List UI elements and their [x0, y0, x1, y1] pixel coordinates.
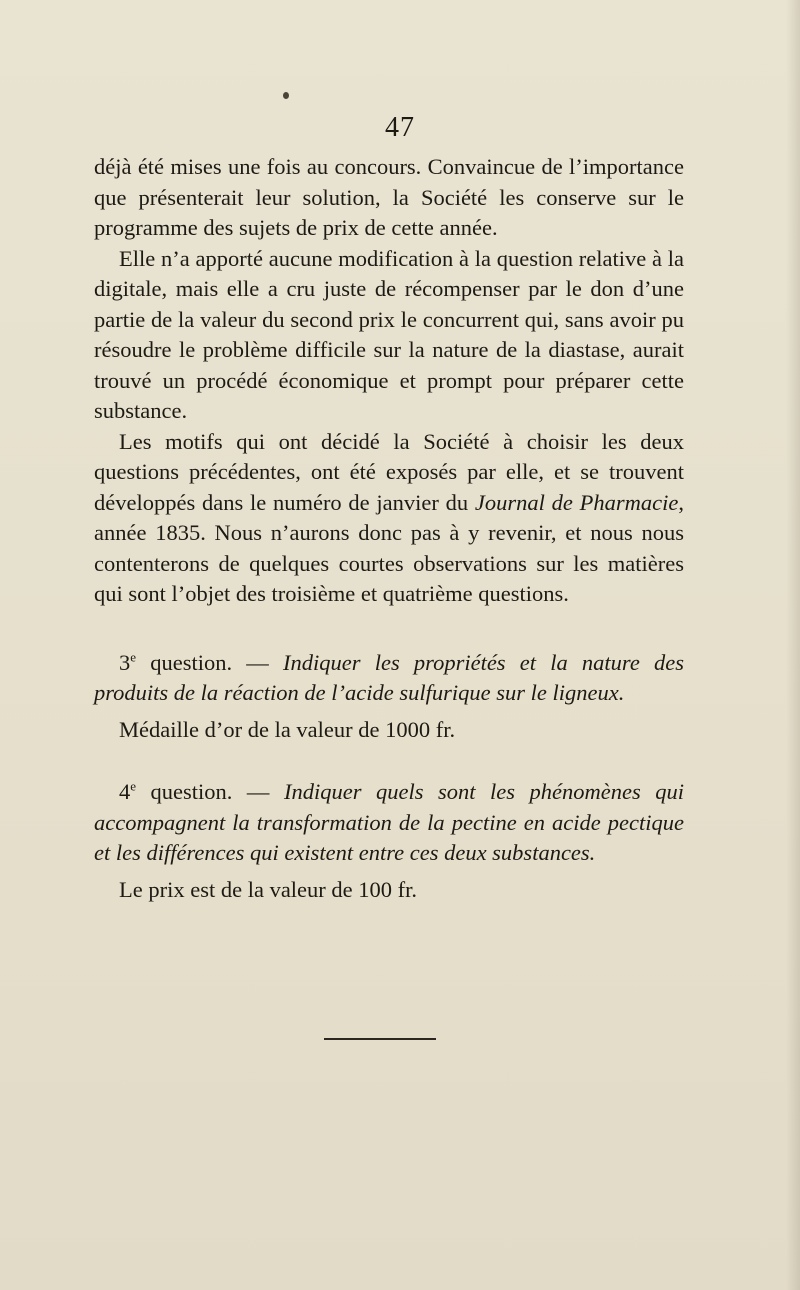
question-three-ordinal: e [130, 649, 137, 664]
question-three-number: 3 [119, 649, 131, 675]
paragraph-motifs-end: , année 1835. Nous n’aurons donc pas à y revenir, et nous nous contenterons de quelques courtes observations sur les matières qui sont l’objet des troisième et quatrième questions. [94, 489, 684, 606]
question-four-title: Indiquer quels sont les phénomènes qui accompagnent la transformation de la pectine en acide pectique et les différences qui existent entre ces deux substances. [94, 779, 685, 865]
paragraph-continuation: déjà été mises une fois au concours. Convaincue de l’importance que présenterait leur solution, la Société les conserve sur le programme des sujets de prix de cette année. [94, 154, 684, 240]
journal-title: Journal de Pharmacie [474, 489, 679, 515]
question-four-number: 4 [119, 779, 131, 804]
question-three [94, 648, 684, 709]
paragraph-motifs-start: Les motifs qui ont décidé la Société à choisir les deux questions précédentes, ont été exposés par elle, et se trouvent développés dans le numéro de janvier du [94, 428, 684, 515]
question-four-prize: Le prix est de la valeur de 100 fr. [119, 876, 418, 902]
question-three-prize: Médaille d’or de la valeur de 1000 fr. [119, 716, 456, 742]
question-four-ordinal: e [130, 778, 137, 794]
question-four-label: question. — [136, 779, 284, 804]
section-divider [324, 1038, 436, 1040]
question-four [94, 777, 684, 869]
page-body [94, 152, 684, 905]
paragraph-motifs [94, 427, 684, 610]
question-three-title: Indiquer les propriétés et la nature des produits de la réaction de l’acide sulfurique sur le ligneux. [94, 649, 685, 705]
ink-speck [283, 92, 289, 99]
page-edge-shadow [786, 0, 800, 1290]
paragraph-digitale: Elle n’a apporté aucune modification à la question relative à la digitale, mais elle a cru juste de récompenser par le don d’une partie de la valeur du second prix le concurrent qui, sans avoir pu résoudre le problème difficile sur la nature de la diastase, aurait trouvé un procédé économique et prompt pour préparer cette substance. [94, 245, 684, 423]
question-three-label: question. — [136, 649, 284, 675]
page-number: 47 [385, 112, 415, 143]
